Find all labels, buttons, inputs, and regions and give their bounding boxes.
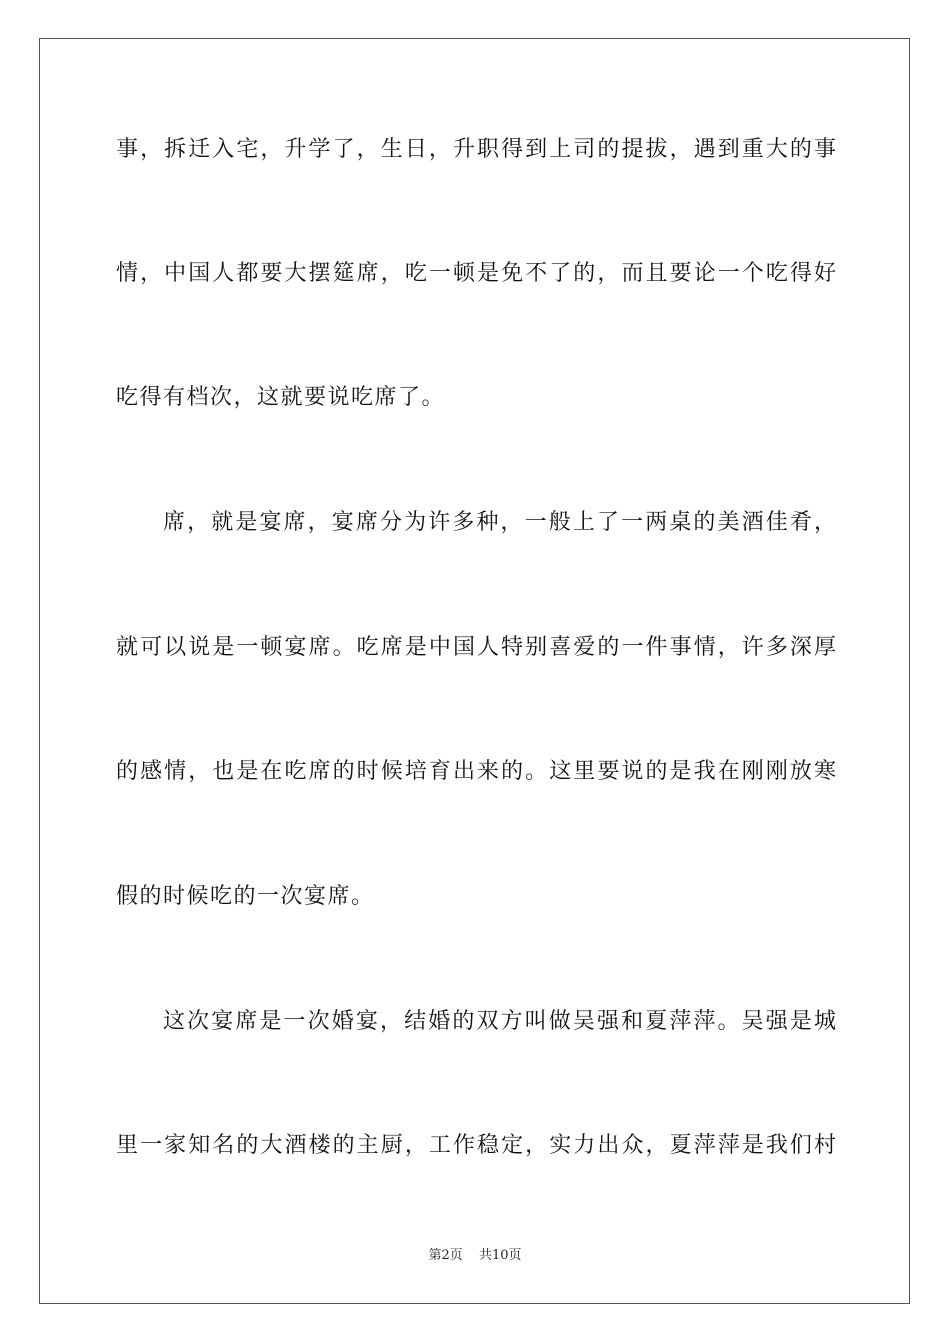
text-line: 事，拆迁入宅，升学了，生日，升职得到上司的提拔，遇到重大的事 — [116, 137, 836, 162]
page-number: 第2页 — [428, 1248, 463, 1263]
text-line: 里一家知名的大酒楼的主厨，工作稳定，实力出众，夏萍萍是我们村 — [116, 1133, 836, 1158]
text-line: 假的时候吃的一次宴席。 — [116, 884, 375, 909]
paragraph-first-line: 席，就是宴席，宴席分为许多种，一般上了一两桌的美酒佳肴， — [163, 510, 836, 535]
page-footer — [0, 1248, 950, 1264]
paragraph-first-line: 这次宴席是一次婚宴，结婚的双方叫做吴强和夏萍萍。吴强是城 — [163, 1009, 836, 1034]
text-line: 吃得有档次，这就要说吃席了。 — [116, 385, 446, 410]
text-line: 就可以说是一顿宴席。吃席是中国人特别喜爱的一件事情，许多深厚 — [116, 635, 836, 660]
page-total: 共10页 — [478, 1248, 522, 1263]
text-line: 情，中国人都要大摆筵席，吃一顿是免不了的，而且要论一个吃得好 — [116, 261, 836, 286]
text-line: 的感情，也是在吃席的时候培育出来的。这里要说的是我在刚刚放寒 — [116, 759, 836, 784]
page-border — [39, 38, 910, 1304]
